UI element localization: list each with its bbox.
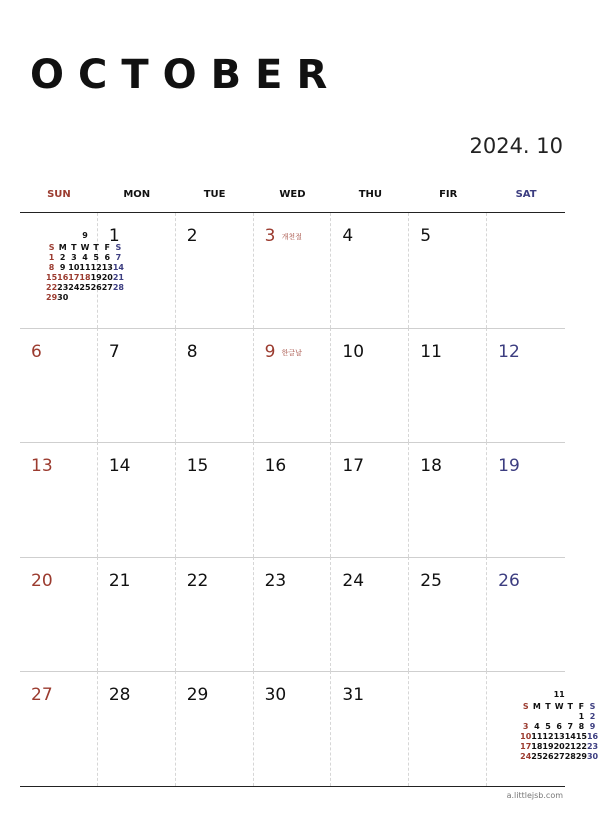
- mini-day: 22: [575, 741, 587, 751]
- day-cell[interactable]: [331, 557, 409, 672]
- mini-day: 28: [564, 751, 576, 761]
- day-cell[interactable]: [409, 213, 487, 328]
- mini-day: 6: [556, 721, 562, 731]
- mini-day: 13: [101, 262, 113, 272]
- mini-day: 23: [57, 282, 69, 292]
- day-cell[interactable]: [20, 557, 98, 672]
- day-number: 14: [108, 456, 131, 477]
- day-cell[interactable]: [409, 442, 487, 557]
- weekday-tue: TUE: [203, 189, 226, 200]
- mini-day: [79, 292, 90, 302]
- mini-calendar-november: [520, 690, 598, 761]
- mini-day: 22: [46, 282, 58, 292]
- mini-day: 15: [575, 731, 587, 741]
- day-number: 11: [420, 341, 442, 362]
- day-cell[interactable]: [176, 557, 254, 672]
- mini-day: 10: [520, 731, 532, 741]
- mini-day: 25: [531, 751, 543, 761]
- day-number: 28: [108, 685, 131, 706]
- day-cell[interactable]: [20, 442, 98, 557]
- day-number: 21: [108, 570, 131, 591]
- day-cell[interactable]: [254, 328, 332, 443]
- day-cell[interactable]: [331, 328, 409, 443]
- mini-day: 17: [68, 272, 80, 282]
- mini-day: 20: [553, 741, 565, 751]
- weekday-wed: WED: [279, 189, 306, 200]
- year-month-label: 2024. 10: [469, 134, 563, 158]
- mini-day: 3: [522, 721, 529, 731]
- mini-weekday: M: [58, 242, 67, 252]
- mini-day: [520, 711, 531, 721]
- mini-day: 27: [101, 282, 113, 292]
- mini-day: 5: [93, 252, 99, 262]
- mini-day: 15: [46, 272, 58, 282]
- day-number: 6: [31, 341, 42, 362]
- mini-weekday: T: [567, 701, 573, 711]
- mini-day: 12: [542, 731, 554, 741]
- mini-weekday: W: [80, 242, 90, 252]
- day-number: 3: [264, 226, 276, 246]
- month-title: OCTOBER: [30, 52, 342, 98]
- mini-weekday: S: [115, 242, 122, 252]
- day-cell[interactable]: [20, 213, 124, 328]
- mini-day: 2: [589, 711, 596, 721]
- day-cell[interactable]: [487, 442, 565, 557]
- mini-day: 26: [90, 282, 102, 292]
- mini-weekday: F: [578, 701, 585, 711]
- day-cell[interactable]: [331, 671, 409, 786]
- mini-day: 19: [542, 741, 554, 751]
- day-cell[interactable]: [409, 671, 487, 786]
- day-number: 10: [342, 341, 365, 362]
- mini-day: 23: [586, 741, 598, 751]
- day-cell[interactable]: [254, 213, 332, 328]
- mini-day: 26: [542, 751, 554, 761]
- mini-day: 1: [578, 711, 585, 721]
- day-number: 1: [108, 226, 120, 246]
- mini-day: 29: [575, 751, 587, 761]
- mini-day: 16: [57, 272, 69, 282]
- day-number: 5: [420, 226, 432, 246]
- mini-day: 5: [545, 721, 551, 731]
- day-number: 20: [31, 570, 53, 591]
- day-cell[interactable]: [20, 671, 98, 786]
- day-cell[interactable]: [98, 328, 176, 443]
- mini-calendar-month: 11: [553, 690, 565, 700]
- mini-day: 1: [48, 252, 55, 262]
- mini-day: 30: [57, 292, 69, 302]
- day-cell[interactable]: [176, 442, 254, 557]
- mini-calendar-month: 9: [82, 231, 88, 240]
- mini-day: 13: [553, 731, 565, 741]
- mini-day: 9: [589, 721, 596, 731]
- mini-day: 3: [71, 252, 77, 262]
- weekday-sun: SUN: [47, 189, 71, 200]
- day-number: 31: [342, 685, 365, 706]
- mini-weekday: W: [554, 701, 564, 711]
- mini-day: 20: [101, 272, 113, 282]
- mini-day: 21: [564, 741, 576, 751]
- day-cell[interactable]: [176, 213, 254, 328]
- day-cell[interactable]: [176, 671, 254, 786]
- mini-day: [531, 711, 542, 721]
- mini-day: 4: [534, 721, 540, 731]
- day-number: 22: [186, 570, 209, 591]
- mini-day: 29: [46, 292, 58, 302]
- day-number: 30: [264, 685, 287, 706]
- mini-day: 4: [82, 252, 88, 262]
- mini-day: 24: [68, 282, 80, 292]
- mini-day: 2: [59, 252, 66, 262]
- day-cell[interactable]: [487, 557, 565, 672]
- day-number: 25: [420, 570, 442, 591]
- mini-weekday: S: [522, 701, 529, 711]
- mini-day: 7: [567, 721, 574, 731]
- day-number: 23: [264, 570, 287, 591]
- weekday-fri: FIR: [439, 189, 458, 200]
- day-number: 19: [498, 456, 520, 477]
- day-cell[interactable]: [98, 557, 176, 672]
- mini-day: 18: [531, 741, 543, 751]
- mini-calendar-table: [520, 701, 598, 761]
- day-cell[interactable]: [98, 442, 176, 557]
- day-cell[interactable]: [331, 213, 409, 328]
- mini-day: [554, 711, 565, 721]
- mini-day: 17: [520, 741, 532, 751]
- day-number: 7: [108, 341, 120, 362]
- day-cell[interactable]: [254, 671, 332, 786]
- mini-day: 28: [112, 282, 124, 292]
- day-cell[interactable]: [176, 328, 254, 443]
- mini-day: 27: [553, 751, 565, 761]
- mini-day: 11: [79, 262, 91, 272]
- day-number: 16: [264, 456, 287, 477]
- day-number: 2: [186, 226, 198, 246]
- day-cell[interactable]: [20, 328, 98, 443]
- day-number: 4: [342, 226, 354, 246]
- mini-day: 8: [578, 721, 585, 731]
- footer-credit: a.littlejsb.com: [506, 791, 563, 800]
- weekday-header-row: [20, 189, 565, 212]
- mini-day: [565, 711, 576, 721]
- mini-weekday: T: [545, 701, 551, 711]
- day-cell[interactable]: [409, 557, 487, 672]
- mini-day: 30: [586, 751, 598, 761]
- day-cell[interactable]: [331, 442, 409, 557]
- day-number: 17: [342, 456, 365, 477]
- day-number: 27: [31, 685, 53, 706]
- mini-weekday: T: [71, 242, 77, 252]
- weekday-mon: MON: [123, 189, 151, 200]
- day-cell[interactable]: [487, 328, 565, 443]
- day-number: 12: [498, 341, 520, 362]
- mini-day: 19: [90, 272, 102, 282]
- day-number: 24: [342, 570, 365, 591]
- mini-day: 10: [68, 262, 80, 272]
- mini-day: 7: [115, 252, 122, 262]
- day-number: 13: [31, 456, 53, 477]
- day-cell[interactable]: [98, 671, 176, 786]
- holiday-label: 개천절: [281, 233, 302, 241]
- mini-day: 14: [564, 731, 576, 741]
- mini-day: 12: [90, 262, 102, 272]
- mini-weekday: S: [48, 242, 55, 252]
- mini-day: 21: [112, 272, 124, 282]
- mini-day: 6: [104, 252, 111, 262]
- day-number: 15: [186, 456, 209, 477]
- mini-day: [542, 711, 553, 721]
- day-cell[interactable]: [98, 213, 176, 328]
- mini-day: 24: [520, 751, 532, 761]
- day-number: 26: [498, 570, 520, 591]
- mini-day: 25: [79, 282, 91, 292]
- mini-day: 18: [79, 272, 91, 282]
- calendar-grid: [20, 212, 598, 787]
- mini-day: 14: [112, 262, 124, 272]
- day-cell[interactable]: [487, 671, 598, 786]
- mini-weekday: T: [93, 242, 99, 252]
- day-number: 18: [420, 456, 442, 477]
- mini-day: 8: [48, 262, 55, 272]
- weekday-thu: THU: [358, 189, 382, 200]
- day-number: 9: [264, 341, 276, 362]
- day-number: 29: [186, 685, 209, 706]
- mini-day: 16: [586, 731, 598, 741]
- day-number: 8: [186, 341, 198, 362]
- mini-day: 9: [59, 262, 66, 272]
- mini-day: [68, 292, 79, 302]
- day-cell[interactable]: [487, 213, 565, 328]
- mini-day: 11: [531, 731, 543, 741]
- day-cell[interactable]: [409, 328, 487, 443]
- mini-weekday: S: [589, 701, 596, 711]
- mini-weekday: M: [532, 701, 541, 711]
- day-cell[interactable]: [254, 442, 332, 557]
- weekday-sat: SAT: [515, 189, 537, 200]
- holiday-label: 한글날: [281, 348, 302, 357]
- mini-weekday: F: [104, 242, 110, 252]
- day-cell[interactable]: [254, 557, 332, 672]
